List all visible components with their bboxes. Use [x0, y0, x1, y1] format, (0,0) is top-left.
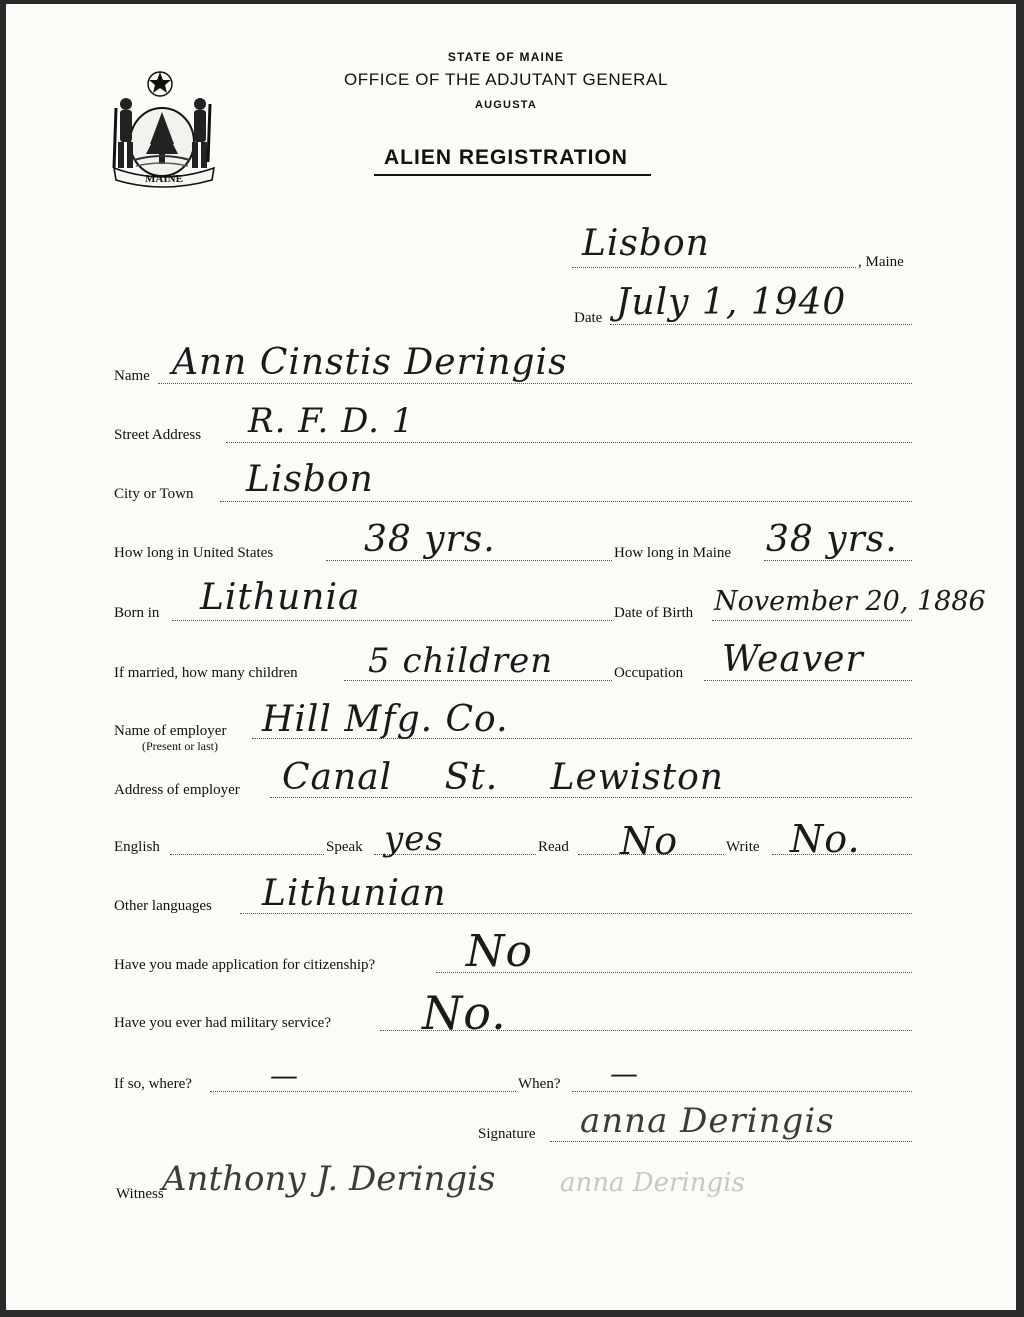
born-in-line — [172, 620, 612, 621]
military-entry: No. — [422, 986, 507, 1040]
when-label: When? — [518, 1076, 561, 1092]
date-of-birth-label: Date of Birth — [614, 605, 694, 621]
town-entry: Lisbon — [582, 223, 710, 264]
children-entry: 5 children — [368, 641, 554, 681]
english-line — [170, 854, 324, 855]
military-label: Have you ever had military service? — [114, 1015, 331, 1031]
city-or-town-entry: Lisbon — [246, 459, 374, 500]
name-entry: Ann Cinstis Deringis — [172, 342, 568, 383]
children-label: If married, how many children — [114, 665, 298, 681]
employer-entry: Hill Mfg. Co. — [262, 699, 509, 740]
employer-note: (Present or last) — [142, 739, 218, 753]
citizenship-entry: No — [466, 926, 533, 977]
svg-text:MAINE: MAINE — [145, 173, 183, 185]
date-of-birth-entry: November 20, 1886 — [714, 586, 986, 617]
employer-label: Name of employer — [114, 723, 227, 739]
born-in-label: Born in — [114, 605, 160, 621]
bleed-through-text: anna Deringis — [560, 1168, 745, 1198]
name-line — [158, 383, 912, 384]
header-office: OFFICE OF THE ADJUTANT GENERAL — [343, 70, 669, 89]
witness-label: Witness — [116, 1186, 164, 1202]
name-label: Name — [114, 368, 150, 384]
how-long-us-label: How long in United States — [114, 545, 274, 561]
other-languages-label: Other languages — [114, 898, 212, 914]
how-long-maine-line — [764, 560, 912, 561]
how-long-maine-label: How long in Maine — [614, 545, 732, 561]
header-city: AUGUSTA — [475, 99, 537, 111]
when-entry: — — [610, 1057, 668, 1090]
signature-entry: anna Deringis — [580, 1101, 835, 1141]
speak-entry: yes — [384, 819, 444, 859]
date-entry: July 1, 1940 — [616, 282, 847, 323]
occupation-entry: Weaver — [722, 639, 864, 680]
read-entry: No — [620, 819, 679, 863]
city-or-town-label: City or Town — [114, 486, 194, 502]
signature-label: Signature — [478, 1126, 536, 1142]
where-entry: — — [270, 1059, 328, 1092]
born-in-entry: Lithunia — [200, 577, 361, 618]
how-long-maine-entry: 38 yrs. — [766, 519, 898, 560]
street-address-label: Street Address — [114, 427, 202, 443]
english-label: English — [114, 839, 160, 855]
write-label: Write — [726, 839, 760, 855]
maine-label: , Maine — [858, 254, 904, 270]
form-title-underline — [374, 174, 651, 176]
if-so-where-label: If so, where? — [114, 1076, 192, 1092]
signature-line — [550, 1141, 912, 1142]
employer-address-label: Address of employer — [114, 782, 240, 798]
street-address-line — [226, 442, 912, 443]
date-of-birth-line — [712, 620, 912, 621]
how-long-us-entry: 38 yrs. — [364, 519, 496, 560]
when-line — [572, 1091, 912, 1092]
city-or-town-line — [220, 501, 912, 502]
how-long-us-line — [326, 560, 612, 561]
citizenship-label: Have you made application for citizenship? — [114, 957, 376, 973]
where-line — [210, 1091, 516, 1092]
employer-address-entry: Canal St. Lewiston — [282, 757, 724, 798]
read-label: Read — [538, 839, 569, 855]
date-line — [610, 324, 912, 325]
date-label: Date — [574, 310, 603, 326]
occupation-line — [704, 680, 912, 681]
speak-label: Speak — [326, 839, 363, 855]
write-entry: No. — [790, 817, 861, 861]
other-languages-entry: Lithunian — [262, 873, 447, 914]
header-state: STATE OF MAINE — [447, 50, 565, 64]
witness-entry: Anthony J. Deringis — [162, 1159, 496, 1199]
town-line — [572, 267, 856, 268]
form-title: ALIEN REGISTRATION — [384, 146, 628, 169]
occupation-label: Occupation — [614, 665, 684, 681]
street-address-entry: R. F. D. 1 — [248, 401, 415, 441]
